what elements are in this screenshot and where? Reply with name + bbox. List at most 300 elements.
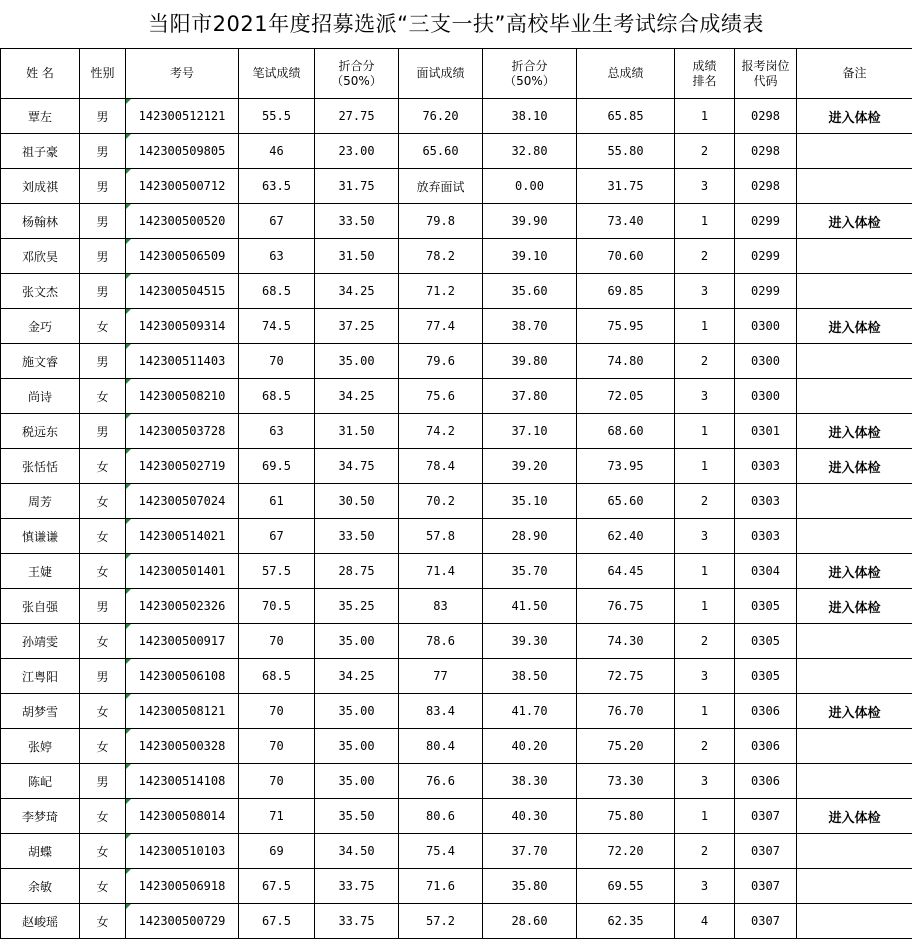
cell-written-half: 31.50 <box>315 414 399 449</box>
cell-interview: 57.2 <box>399 904 483 939</box>
cell-gender: 男 <box>80 414 126 449</box>
table-row <box>1 869 912 904</box>
cell-written-half: 34.25 <box>315 379 399 414</box>
cell-gender: 男 <box>80 659 126 694</box>
header-rank-line2: 排名 <box>692 73 717 88</box>
cell-written-half: 34.50 <box>315 834 399 869</box>
cell-interview: 76.6 <box>399 764 483 799</box>
table-row <box>1 309 912 344</box>
cell-written: 63.5 <box>239 169 315 204</box>
cell-written: 46 <box>239 134 315 169</box>
cell-note <box>797 344 912 379</box>
cell-name: 施文睿 <box>1 344 80 379</box>
cell-written: 67 <box>239 519 315 554</box>
cell-interview-half: 39.80 <box>483 344 577 379</box>
table-row <box>1 834 912 869</box>
cell-interview-half: 39.30 <box>483 624 577 659</box>
cell-rank: 2 <box>675 834 735 869</box>
cell-gender: 女 <box>80 484 126 519</box>
cell-total: 69.55 <box>577 869 675 904</box>
cell-rank: 3 <box>675 764 735 799</box>
table-row <box>1 519 912 554</box>
cell-interview-half: 35.10 <box>483 484 577 519</box>
header-written-half-line2: （50%） <box>331 73 382 88</box>
cell-exam-no: 142300506108 <box>126 659 239 694</box>
cell-gender: 男 <box>80 274 126 309</box>
table-row <box>1 414 912 449</box>
cell-name: 祖子豪 <box>1 134 80 169</box>
cell-rank: 3 <box>675 379 735 414</box>
table-row <box>1 659 912 694</box>
cell-gender: 女 <box>80 834 126 869</box>
cell-note <box>797 729 912 764</box>
cell-post-code: 0303 <box>735 449 797 484</box>
cell-name: 税远东 <box>1 414 80 449</box>
cell-written-half: 23.00 <box>315 134 399 169</box>
cell-gender: 男 <box>80 589 126 624</box>
header-rank <box>675 49 735 99</box>
table-row <box>1 904 912 939</box>
header-name: 姓 名 <box>1 49 80 99</box>
cell-total: 69.85 <box>577 274 675 309</box>
cell-post-code: 0298 <box>735 99 797 134</box>
cell-gender: 女 <box>80 729 126 764</box>
cell-gender: 男 <box>80 204 126 239</box>
cell-written: 63 <box>239 239 315 274</box>
cell-written-half: 34.25 <box>315 274 399 309</box>
cell-name: 余敏 <box>1 869 80 904</box>
cell-interview-half: 40.20 <box>483 729 577 764</box>
cell-interview-half: 41.70 <box>483 694 577 729</box>
cell-interview: 78.2 <box>399 239 483 274</box>
cell-interview: 78.4 <box>399 449 483 484</box>
cell-name: 胡蝶 <box>1 834 80 869</box>
cell-name: 赵峻瑶 <box>1 904 80 939</box>
cell-written-half: 34.75 <box>315 449 399 484</box>
header-post-line1: 报考岗位 <box>741 58 790 73</box>
table-row <box>1 764 912 799</box>
cell-post-code: 0307 <box>735 799 797 834</box>
cell-written-half: 35.50 <box>315 799 399 834</box>
cell-name: 邓欣昊 <box>1 239 80 274</box>
cell-post-code: 0305 <box>735 589 797 624</box>
cell-note: 进入体检 <box>797 99 912 134</box>
cell-gender: 男 <box>80 99 126 134</box>
cell-rank: 2 <box>675 624 735 659</box>
cell-written: 70 <box>239 344 315 379</box>
cell-gender: 女 <box>80 554 126 589</box>
cell-interview: 78.6 <box>399 624 483 659</box>
cell-post-code: 0301 <box>735 414 797 449</box>
cell-interview-half: 41.50 <box>483 589 577 624</box>
cell-exam-no: 142300508210 <box>126 379 239 414</box>
cell-name: 尚诗 <box>1 379 80 414</box>
cell-exam-no: 142300502719 <box>126 449 239 484</box>
cell-interview: 74.2 <box>399 414 483 449</box>
cell-total: 74.30 <box>577 624 675 659</box>
cell-note <box>797 169 912 204</box>
table-row <box>1 204 912 239</box>
cell-post-code: 0303 <box>735 519 797 554</box>
cell-post-code: 0306 <box>735 694 797 729</box>
cell-name: 陈屺 <box>1 764 80 799</box>
cell-exam-no: 142300503728 <box>126 414 239 449</box>
cell-post-code: 0307 <box>735 904 797 939</box>
cell-post-code: 0300 <box>735 379 797 414</box>
cell-exam-no: 142300512121 <box>126 99 239 134</box>
cell-exam-no: 142300500520 <box>126 204 239 239</box>
cell-note <box>797 764 912 799</box>
cell-exam-no: 142300500729 <box>126 904 239 939</box>
cell-interview: 75.6 <box>399 379 483 414</box>
cell-total: 68.60 <box>577 414 675 449</box>
cell-post-code: 0305 <box>735 624 797 659</box>
cell-interview-half: 37.10 <box>483 414 577 449</box>
cell-name: 周芳 <box>1 484 80 519</box>
cell-gender: 男 <box>80 239 126 274</box>
page-title: 当阳市2021年度招募选派“三支一扶”高校毕业生考试综合成绩表 <box>148 12 764 36</box>
header-interview: 面试成绩 <box>399 49 483 99</box>
cell-note <box>797 134 912 169</box>
table-row <box>1 169 912 204</box>
cell-rank: 1 <box>675 694 735 729</box>
cell-written: 68.5 <box>239 379 315 414</box>
cell-total: 65.85 <box>577 99 675 134</box>
cell-interview: 71.2 <box>399 274 483 309</box>
cell-written: 70 <box>239 694 315 729</box>
cell-exam-no: 142300508121 <box>126 694 239 729</box>
cell-interview-half: 38.70 <box>483 309 577 344</box>
cell-written-half: 33.75 <box>315 869 399 904</box>
cell-note: 进入体检 <box>797 589 912 624</box>
cell-post-code: 0300 <box>735 344 797 379</box>
cell-rank: 2 <box>675 344 735 379</box>
cell-rank: 1 <box>675 204 735 239</box>
cell-note <box>797 659 912 694</box>
header-interview-half <box>483 49 577 99</box>
cell-interview-half: 39.10 <box>483 239 577 274</box>
cell-total: 74.80 <box>577 344 675 379</box>
cell-name: 杨翰林 <box>1 204 80 239</box>
cell-interview: 79.8 <box>399 204 483 239</box>
cell-post-code: 0300 <box>735 309 797 344</box>
cell-name: 张婷 <box>1 729 80 764</box>
cell-gender: 女 <box>80 694 126 729</box>
table-row <box>1 239 912 274</box>
cell-interview: 65.60 <box>399 134 483 169</box>
header-rank-line1: 成绩 <box>692 58 717 73</box>
cell-post-code: 0305 <box>735 659 797 694</box>
cell-name: 孙靖雯 <box>1 624 80 659</box>
cell-note <box>797 869 912 904</box>
cell-rank: 3 <box>675 519 735 554</box>
cell-exam-no: 142300507024 <box>126 484 239 519</box>
cell-written: 68.5 <box>239 659 315 694</box>
cell-rank: 1 <box>675 589 735 624</box>
table-row <box>1 134 912 169</box>
cell-total: 73.95 <box>577 449 675 484</box>
table-row <box>1 344 912 379</box>
cell-exam-no: 142300510103 <box>126 834 239 869</box>
cell-gender: 女 <box>80 869 126 904</box>
cell-note <box>797 904 912 939</box>
cell-note: 进入体检 <box>797 204 912 239</box>
cell-name: 慎谦谦 <box>1 519 80 554</box>
table-row <box>1 729 912 764</box>
cell-total: 70.60 <box>577 239 675 274</box>
cell-total: 72.20 <box>577 834 675 869</box>
cell-gender: 女 <box>80 799 126 834</box>
cell-interview: 76.20 <box>399 99 483 134</box>
cell-gender: 男 <box>80 344 126 379</box>
cell-total: 65.60 <box>577 484 675 519</box>
cell-interview-half: 39.90 <box>483 204 577 239</box>
cell-total: 75.80 <box>577 799 675 834</box>
cell-total: 64.45 <box>577 554 675 589</box>
cell-gender: 男 <box>80 169 126 204</box>
cell-written: 70 <box>239 764 315 799</box>
cell-total: 31.75 <box>577 169 675 204</box>
cell-written-half: 30.50 <box>315 484 399 519</box>
cell-interview: 77 <box>399 659 483 694</box>
cell-written: 74.5 <box>239 309 315 344</box>
cell-rank: 2 <box>675 134 735 169</box>
cell-interview: 79.6 <box>399 344 483 379</box>
cell-exam-no: 142300500328 <box>126 729 239 764</box>
cell-written: 61 <box>239 484 315 519</box>
cell-note <box>797 484 912 519</box>
cell-exam-no: 142300509805 <box>126 134 239 169</box>
cell-written-half: 35.00 <box>315 729 399 764</box>
cell-name: 覃左 <box>1 99 80 134</box>
cell-note <box>797 624 912 659</box>
cell-written: 67 <box>239 204 315 239</box>
cell-interview: 放弃面试 <box>399 169 483 204</box>
cell-exam-no: 142300511403 <box>126 344 239 379</box>
cell-rank: 1 <box>675 554 735 589</box>
cell-name: 张自强 <box>1 589 80 624</box>
cell-post-code: 0306 <box>735 764 797 799</box>
cell-written: 71 <box>239 799 315 834</box>
table-row <box>1 694 912 729</box>
cell-note: 进入体检 <box>797 449 912 484</box>
cell-interview-half: 37.80 <box>483 379 577 414</box>
header-exam-no: 考号 <box>126 49 239 99</box>
cell-interview: 70.2 <box>399 484 483 519</box>
cell-rank: 2 <box>675 729 735 764</box>
cell-written: 55.5 <box>239 99 315 134</box>
cell-total: 62.40 <box>577 519 675 554</box>
cell-written-half: 35.25 <box>315 589 399 624</box>
cell-written: 70.5 <box>239 589 315 624</box>
cell-total: 73.40 <box>577 204 675 239</box>
cell-interview: 80.4 <box>399 729 483 764</box>
cell-total: 72.75 <box>577 659 675 694</box>
cell-interview-half: 28.90 <box>483 519 577 554</box>
cell-written-half: 31.50 <box>315 239 399 274</box>
cell-written-half: 37.25 <box>315 309 399 344</box>
cell-total: 76.70 <box>577 694 675 729</box>
cell-total: 55.80 <box>577 134 675 169</box>
cell-gender: 女 <box>80 904 126 939</box>
cell-interview: 83.4 <box>399 694 483 729</box>
cell-note: 进入体检 <box>797 414 912 449</box>
cell-interview: 71.4 <box>399 554 483 589</box>
cell-exam-no: 142300508014 <box>126 799 239 834</box>
cell-name: 胡梦雪 <box>1 694 80 729</box>
cell-note <box>797 274 912 309</box>
cell-post-code: 0298 <box>735 134 797 169</box>
cell-name: 张文杰 <box>1 274 80 309</box>
cell-interview-half: 35.70 <box>483 554 577 589</box>
table-row <box>1 799 912 834</box>
cell-exam-no: 142300500917 <box>126 624 239 659</box>
cell-note <box>797 239 912 274</box>
cell-post-code: 0306 <box>735 729 797 764</box>
cell-rank: 4 <box>675 904 735 939</box>
cell-total: 75.95 <box>577 309 675 344</box>
cell-written: 57.5 <box>239 554 315 589</box>
header-interview-half-line1: 折合分 <box>511 58 548 73</box>
cell-written-half: 28.75 <box>315 554 399 589</box>
cell-note: 进入体检 <box>797 309 912 344</box>
cell-note: 进入体检 <box>797 554 912 589</box>
cell-written: 67.5 <box>239 869 315 904</box>
cell-gender: 女 <box>80 519 126 554</box>
cell-gender: 男 <box>80 764 126 799</box>
cell-post-code: 0299 <box>735 274 797 309</box>
cell-exam-no: 142300509314 <box>126 309 239 344</box>
cell-interview: 71.6 <box>399 869 483 904</box>
cell-rank: 2 <box>675 239 735 274</box>
cell-interview: 80.6 <box>399 799 483 834</box>
header-post-line2: 代码 <box>753 73 778 88</box>
cell-exam-no: 142300506918 <box>126 869 239 904</box>
cell-rank: 1 <box>675 414 735 449</box>
cell-rank: 1 <box>675 799 735 834</box>
cell-written: 70 <box>239 729 315 764</box>
cell-rank: 3 <box>675 274 735 309</box>
cell-post-code: 0304 <box>735 554 797 589</box>
cell-interview-half: 0.00 <box>483 169 577 204</box>
header-post-code <box>735 49 797 99</box>
cell-rank: 3 <box>675 169 735 204</box>
table-row <box>1 379 912 414</box>
cell-note: 进入体检 <box>797 694 912 729</box>
cell-written: 70 <box>239 624 315 659</box>
cell-note <box>797 834 912 869</box>
cell-post-code: 0299 <box>735 204 797 239</box>
cell-interview: 75.4 <box>399 834 483 869</box>
cell-name: 李梦琦 <box>1 799 80 834</box>
cell-exam-no: 142300514108 <box>126 764 239 799</box>
cell-exam-no: 142300502326 <box>126 589 239 624</box>
cell-post-code: 0299 <box>735 239 797 274</box>
cell-interview-half: 38.10 <box>483 99 577 134</box>
cell-post-code: 0307 <box>735 869 797 904</box>
cell-post-code: 0298 <box>735 169 797 204</box>
cell-interview: 77.4 <box>399 309 483 344</box>
cell-interview: 57.8 <box>399 519 483 554</box>
header-total: 总成绩 <box>577 49 675 99</box>
cell-written-half: 33.50 <box>315 204 399 239</box>
cell-total: 76.75 <box>577 589 675 624</box>
cell-rank: 1 <box>675 99 735 134</box>
cell-total: 73.30 <box>577 764 675 799</box>
cell-interview-half: 37.70 <box>483 834 577 869</box>
cell-exam-no: 142300501401 <box>126 554 239 589</box>
table-row <box>1 99 912 134</box>
table-row <box>1 554 912 589</box>
cell-name: 刘成祺 <box>1 169 80 204</box>
cell-gender: 女 <box>80 309 126 344</box>
cell-rank: 2 <box>675 484 735 519</box>
cell-written: 69 <box>239 834 315 869</box>
cell-total: 62.35 <box>577 904 675 939</box>
cell-post-code: 0307 <box>735 834 797 869</box>
cell-interview-half: 32.80 <box>483 134 577 169</box>
header-written-half-line1: 折合分 <box>338 58 375 73</box>
cell-written: 69.5 <box>239 449 315 484</box>
table-row <box>1 449 912 484</box>
header-gender: 性别 <box>80 49 126 99</box>
cell-written: 67.5 <box>239 904 315 939</box>
cell-gender: 女 <box>80 624 126 659</box>
cell-interview-half: 39.20 <box>483 449 577 484</box>
cell-written-half: 34.25 <box>315 659 399 694</box>
table-row <box>1 589 912 624</box>
header-interview-half-line2: （50%） <box>504 73 555 88</box>
cell-written-half: 35.00 <box>315 764 399 799</box>
cell-total: 72.05 <box>577 379 675 414</box>
cell-name: 金巧 <box>1 309 80 344</box>
cell-written-half: 35.00 <box>315 624 399 659</box>
cell-gender: 女 <box>80 379 126 414</box>
cell-rank: 3 <box>675 659 735 694</box>
cell-name: 江粤阳 <box>1 659 80 694</box>
cell-written: 68.5 <box>239 274 315 309</box>
cell-interview-half: 38.30 <box>483 764 577 799</box>
table-body <box>1 99 912 939</box>
cell-note: 进入体检 <box>797 799 912 834</box>
table-row <box>1 484 912 519</box>
header-note: 备注 <box>797 49 912 99</box>
table-row <box>1 274 912 309</box>
table-header-row <box>1 49 912 99</box>
cell-rank: 3 <box>675 869 735 904</box>
cell-note <box>797 519 912 554</box>
cell-interview-half: 35.60 <box>483 274 577 309</box>
cell-written-half: 35.00 <box>315 694 399 729</box>
cell-exam-no: 142300500712 <box>126 169 239 204</box>
cell-note <box>797 379 912 414</box>
cell-written: 63 <box>239 414 315 449</box>
cell-interview-half: 38.50 <box>483 659 577 694</box>
cell-written-half: 27.75 <box>315 99 399 134</box>
header-written: 笔试成绩 <box>239 49 315 99</box>
cell-written-half: 33.75 <box>315 904 399 939</box>
cell-written-half: 35.00 <box>315 344 399 379</box>
cell-name: 张恬恬 <box>1 449 80 484</box>
cell-post-code: 0303 <box>735 484 797 519</box>
cell-gender: 女 <box>80 449 126 484</box>
cell-interview-half: 28.60 <box>483 904 577 939</box>
cell-total: 75.20 <box>577 729 675 764</box>
cell-interview-half: 40.30 <box>483 799 577 834</box>
cell-rank: 1 <box>675 309 735 344</box>
cell-gender: 男 <box>80 134 126 169</box>
cell-interview: 83 <box>399 589 483 624</box>
